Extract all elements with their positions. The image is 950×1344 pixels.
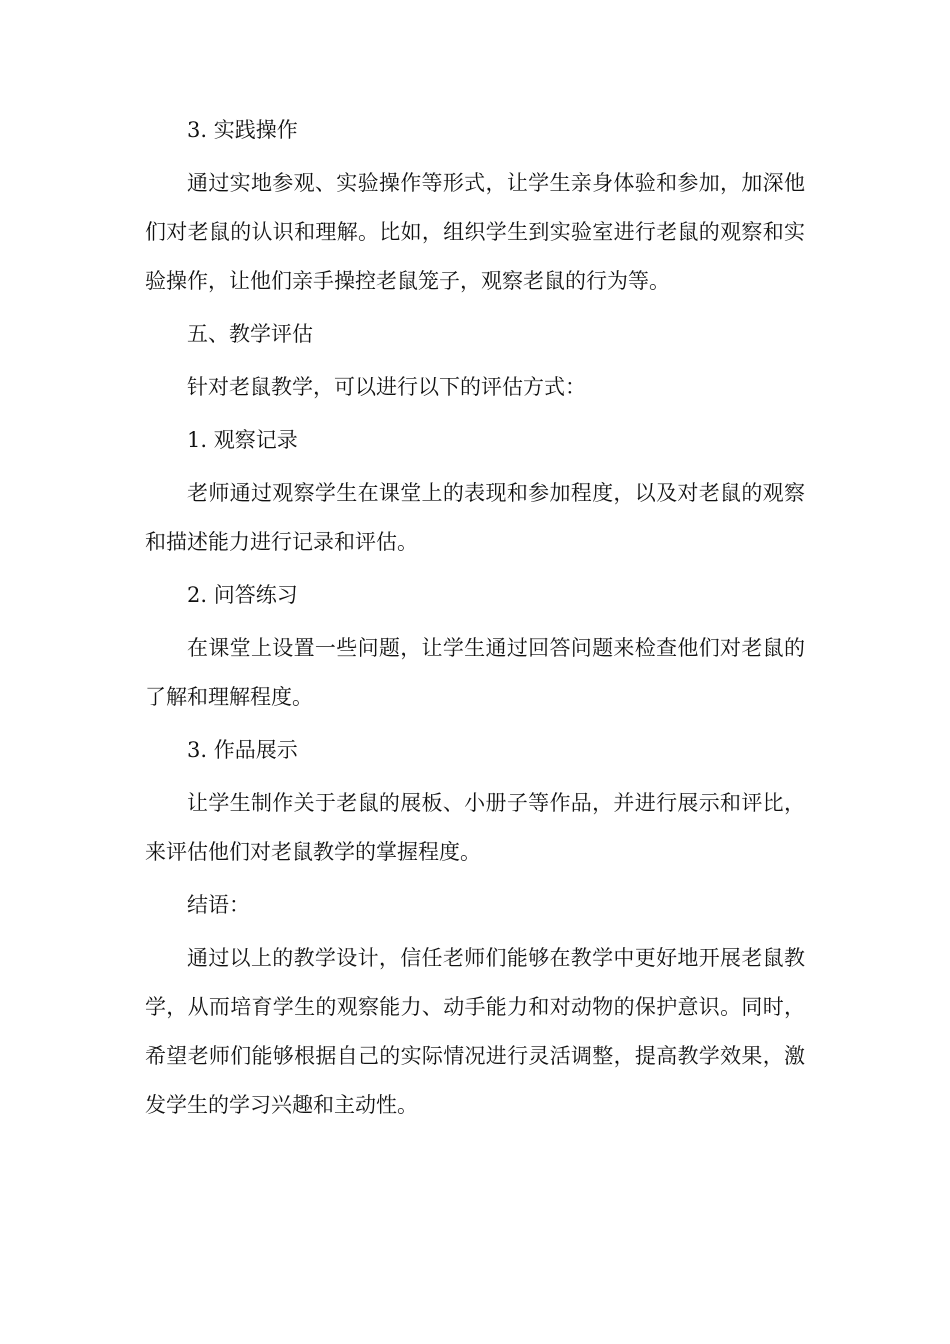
section-heading-evaluation: 五、教学评估 [187, 322, 313, 346]
paragraph-works: 让学生制作关于老鼠的展板、小册子等作品，并进行展示和评比，来评估他们对老鼠教学的掌握程度。 [145, 791, 805, 864]
subheading-works: 3. 作品展示 [187, 738, 298, 762]
paragraph-qa: 在课堂上设置一些问题，让学生通过回答问题来检查他们对老鼠的了解和理解程度。 [145, 636, 805, 709]
conclusion-heading: 结语： [187, 893, 250, 917]
section-heading-practice: 3. 实践操作 [187, 118, 298, 142]
document-body [145, 106, 805, 1130]
subheading-qa: 2. 问答练习 [187, 583, 298, 607]
paragraph-practice: 通过实地参观、实验操作等形式，让学生亲身体验和参加，加深他们对老鼠的认识和理解。比如，组织学生到实验室进行老鼠的观察和实验操作，让他们亲手操控老鼠笼子，观察老鼠的行为等。 [145, 171, 805, 293]
paragraph-conclusion: 通过以上的教学设计，信任老师们能够在教学中更好地开展老鼠教学，从而培育学生的观察能力、动手能力和对动物的保护意识。同时，希望老师们能够根据自己的实际情况进行灵活调整，提高教学效果，激发学生的学习兴趣和主动性。 [145, 946, 805, 1117]
paragraph-evaluation-intro: 针对老鼠教学，可以进行以下的评估方式： [187, 375, 586, 399]
subheading-observation: 1. 观察记录 [187, 428, 298, 452]
paragraph-observation: 老师通过观察学生在课堂上的表现和参加程度，以及对老鼠的观察和描述能力进行记录和评估。 [145, 481, 805, 554]
